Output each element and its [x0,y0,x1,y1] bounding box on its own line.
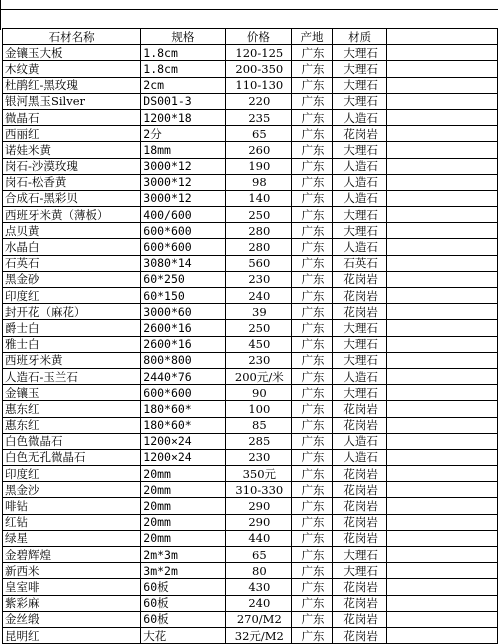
table-row [3,288,498,304]
table-row [3,320,498,336]
cell-origin[interactable]: 广东 [292,61,333,77]
cell-material[interactable]: 大理石 [332,320,387,336]
cell-spec[interactable]: 60板 [141,579,225,595]
cell-price[interactable]: 350元 [225,466,292,482]
cell-spec[interactable]: 600*600 [141,239,225,255]
cell-origin[interactable]: 广东 [292,482,333,498]
cell-name[interactable]: 惠东红 [3,417,141,433]
cell-origin[interactable]: 广东 [292,45,333,61]
cell-spec[interactable]: 3000*12 [141,174,225,190]
cell-empty[interactable] [387,288,498,304]
table-row [3,255,498,271]
cell-spec[interactable]: 180*60* [141,417,225,433]
cell-spec[interactable]: 60*250 [141,271,225,287]
cell-empty[interactable] [387,514,498,530]
table-row [3,45,498,61]
cell-name[interactable]: 绿星 [3,530,141,546]
cell-origin[interactable]: 广东 [292,401,333,417]
cell-spec[interactable]: 600*600 [141,223,225,239]
cell-empty[interactable] [387,498,498,514]
table-row [3,482,498,498]
cell-price[interactable]: 200-350 [225,61,292,77]
cell-price[interactable]: 32元/M2 [225,627,292,643]
cell-price[interactable]: 85 [225,417,292,433]
cell-price[interactable]: 80 [225,563,292,579]
cell-origin[interactable]: 广东 [292,563,333,579]
cell-material[interactable]: 大理石 [332,207,387,223]
cell-price[interactable]: 39 [225,304,292,320]
cell-price[interactable]: 98 [225,174,292,190]
cell-name[interactable]: 封开花（麻花） [3,304,141,320]
cell-name[interactable]: 印度红 [3,466,141,482]
cell-material[interactable]: 花岗岩 [332,530,387,546]
cell-name[interactable]: 人造石-玉兰石 [3,368,141,384]
cell-spec[interactable]: 大花 [141,627,225,643]
cell-material[interactable]: 人造石 [332,158,387,174]
cell-name[interactable]: 石英石 [3,255,141,271]
cell-price[interactable]: 310-330 [225,482,292,498]
cell-name[interactable]: 爵士白 [3,320,141,336]
cell-material[interactable]: 花岗岩 [332,417,387,433]
cell-price[interactable]: 450 [225,336,292,352]
table-row [3,77,498,93]
cell-name[interactable]: 西班牙米黄 [3,352,141,368]
cell-spec[interactable]: 18mm [141,142,225,158]
cell-origin[interactable]: 广东 [292,385,333,401]
header-cell-origin[interactable]: 产地 [292,29,333,45]
table-row [3,271,498,287]
cell-spec[interactable]: 20mm [141,514,225,530]
cell-material[interactable]: 花岗岩 [332,288,387,304]
table-row [3,352,498,368]
table-row [3,109,498,125]
cell-spec[interactable]: 2440*76 [141,368,225,384]
cell-price[interactable]: 240 [225,595,292,611]
cell-empty[interactable] [387,174,498,190]
cell-material[interactable]: 人造石 [332,174,387,190]
cell-name[interactable]: 白色无孔微晶石 [3,449,141,465]
table-row [3,547,498,563]
cell-origin[interactable]: 广东 [292,368,333,384]
cell-origin[interactable]: 广东 [292,498,333,514]
cell-price[interactable]: 280 [225,223,292,239]
cell-material[interactable]: 花岗岩 [332,611,387,627]
cell-empty[interactable] [387,142,498,158]
table-row [3,627,498,643]
cell-origin[interactable]: 广东 [292,142,333,158]
cell-price[interactable]: 65 [225,547,292,563]
cell-spec[interactable]: 3000*60 [141,304,225,320]
cell-spec[interactable]: 60板 [141,595,225,611]
cell-material[interactable]: 花岗岩 [332,579,387,595]
cell-origin[interactable]: 广东 [292,433,333,449]
cell-name[interactable]: 西班牙米黄（薄板） [3,207,141,223]
cell-origin[interactable]: 广东 [292,190,333,206]
cell-origin[interactable]: 广东 [292,449,333,465]
cell-spec[interactable]: 3000*12 [141,190,225,206]
cell-material[interactable]: 人造石 [332,109,387,125]
cell-spec[interactable]: 2600*16 [141,336,225,352]
cell-name[interactable]: 黑金沙 [3,482,141,498]
cell-origin[interactable]: 广东 [292,579,333,595]
cell-name[interactable]: 诺娃米黄 [3,142,141,158]
table-row [3,158,498,174]
cell-empty[interactable] [387,466,498,482]
cell-empty[interactable] [387,207,498,223]
cell-material[interactable]: 人造石 [332,433,387,449]
cell-price[interactable]: 110-130 [225,77,292,93]
cell-empty[interactable] [387,563,498,579]
cell-price[interactable]: 230 [225,449,292,465]
table-row [3,498,498,514]
cell-material[interactable]: 花岗岩 [332,514,387,530]
price-table [2,28,498,644]
cell-spec[interactable]: 1.8cm [141,61,225,77]
table-row [3,336,498,352]
cell-empty[interactable] [387,482,498,498]
cell-origin[interactable]: 广东 [292,595,333,611]
table-row [3,385,498,401]
cell-empty[interactable] [387,433,498,449]
cell-empty[interactable] [387,93,498,109]
cell-price[interactable]: 270/M2 [225,611,292,627]
cell-empty[interactable] [387,611,498,627]
cell-material[interactable]: 大理石 [332,142,387,158]
cell-price[interactable]: 120-125 [225,45,292,61]
cell-material[interactable]: 大理石 [332,336,387,352]
cell-spec[interactable]: 1.8cm [141,45,225,61]
cell-empty[interactable] [387,45,498,61]
cell-material[interactable]: 花岗岩 [332,595,387,611]
cell-name[interactable]: 啡钻 [3,498,141,514]
cell-material[interactable]: 大理石 [332,223,387,239]
cell-empty[interactable] [387,401,498,417]
cell-price[interactable]: 230 [225,271,292,287]
cell-empty[interactable] [387,223,498,239]
cell-empty[interactable] [387,352,498,368]
cell-price[interactable]: 140 [225,190,292,206]
cell-price[interactable]: 90 [225,385,292,401]
header-cell-price[interactable]: 价格 [225,29,292,45]
cell-material[interactable]: 花岗岩 [332,401,387,417]
cell-material[interactable]: 花岗岩 [332,482,387,498]
cell-empty[interactable] [387,109,498,125]
cell-spec[interactable]: 2分 [141,126,225,142]
cell-material[interactable]: 大理石 [332,352,387,368]
sheet-top-border [0,9,498,10]
cell-spec[interactable]: 400/600 [141,207,225,223]
cell-material[interactable]: 大理石 [332,61,387,77]
cell-spec[interactable]: DS001-3 [141,93,225,109]
cell-origin[interactable]: 广东 [292,466,333,482]
cell-spec[interactable]: 180*60* [141,401,225,417]
cell-price[interactable]: 240 [225,288,292,304]
cell-origin[interactable]: 广东 [292,547,333,563]
table-row [3,61,498,77]
cell-origin[interactable]: 广东 [292,109,333,125]
table-row [3,223,498,239]
cell-spec[interactable]: 60板 [141,611,225,627]
cell-material[interactable]: 大理石 [332,563,387,579]
cell-origin[interactable]: 广东 [292,352,333,368]
cell-material[interactable]: 大理石 [332,77,387,93]
cell-spec[interactable]: 1200*18 [141,109,225,125]
cell-empty[interactable] [387,449,498,465]
cell-price[interactable]: 200元/米 [225,368,292,384]
cell-name[interactable]: 惠东红 [3,401,141,417]
table-row [3,466,498,482]
cell-material[interactable]: 大理石 [332,93,387,109]
cell-name[interactable]: 金丝缎 [3,611,141,627]
table-row [3,239,498,255]
cell-empty[interactable] [387,77,498,93]
table-row [3,530,498,546]
cell-price[interactable]: 280 [225,239,292,255]
table-row [3,207,498,223]
cell-origin[interactable]: 广东 [292,207,333,223]
cell-price[interactable]: 100 [225,401,292,417]
cell-empty[interactable] [387,239,498,255]
cell-empty[interactable] [387,336,498,352]
cell-empty[interactable] [387,304,498,320]
cell-spec[interactable]: 2600*16 [141,320,225,336]
table-row [3,433,498,449]
cell-empty[interactable] [387,368,498,384]
cell-name[interactable]: 皇室啡 [3,579,141,595]
cell-price[interactable]: 250 [225,320,292,336]
cell-name[interactable]: 金镶玉 [3,385,141,401]
cell-name[interactable]: 西丽红 [3,126,141,142]
cell-origin[interactable]: 广东 [292,627,333,643]
table-row [3,611,498,627]
cell-empty[interactable] [387,579,498,595]
cell-empty[interactable] [387,530,498,546]
cell-origin[interactable]: 广东 [292,288,333,304]
cell-name[interactable]: 红钻 [3,514,141,530]
cell-name[interactable]: 白色微晶石 [3,433,141,449]
cell-spec[interactable]: 20mm [141,498,225,514]
cell-empty[interactable] [387,547,498,563]
table-row [3,190,498,206]
cell-spec[interactable]: 800*800 [141,352,225,368]
cell-name[interactable]: 黑金砂 [3,271,141,287]
cell-empty[interactable] [387,417,498,433]
table-row [3,595,498,611]
cell-price[interactable]: 430 [225,579,292,595]
cell-price[interactable]: 290 [225,514,292,530]
cell-origin[interactable]: 广东 [292,530,333,546]
cell-name[interactable]: 杜鹃红-黑玫瑰 [3,77,141,93]
cell-name[interactable]: 水晶白 [3,239,141,255]
cell-spec[interactable]: 2cm [141,77,225,93]
header-row [3,29,498,45]
cell-material[interactable]: 大理石 [332,45,387,61]
cell-empty[interactable] [387,627,498,643]
cell-empty[interactable] [387,255,498,271]
cell-name[interactable]: 金镶玉大板 [3,45,141,61]
table-row [3,563,498,579]
cell-name[interactable]: 新西米 [3,563,141,579]
table-row [3,449,498,465]
cell-material[interactable]: 花岗岩 [332,126,387,142]
cell-origin[interactable]: 广东 [292,223,333,239]
cell-origin[interactable]: 广东 [292,417,333,433]
cell-origin[interactable]: 广东 [292,336,333,352]
cell-material[interactable]: 石英石 [332,255,387,271]
table-row [3,174,498,190]
cell-origin[interactable]: 广东 [292,158,333,174]
header-cell-spec[interactable]: 规格 [141,29,225,45]
cell-spec[interactable]: 3m*2m [141,563,225,579]
header-cell-empty[interactable] [387,29,498,45]
cell-price[interactable]: 250 [225,207,292,223]
cell-material[interactable]: 大理石 [332,385,387,401]
cell-spec[interactable]: 20mm [141,530,225,546]
cell-price[interactable]: 220 [225,93,292,109]
cell-spec[interactable]: 20mm [141,466,225,482]
cell-name[interactable]: 合成石-黑彩贝 [3,190,141,206]
cell-price[interactable]: 560 [225,255,292,271]
cell-price[interactable]: 290 [225,498,292,514]
cell-origin[interactable]: 广东 [292,271,333,287]
cell-origin[interactable]: 广东 [292,174,333,190]
cell-empty[interactable] [387,320,498,336]
cell-origin[interactable]: 广东 [292,93,333,109]
cell-spec[interactable]: 60*150 [141,288,225,304]
cell-empty[interactable] [387,190,498,206]
cell-empty[interactable] [387,385,498,401]
cell-spec[interactable]: 2m*3m [141,547,225,563]
cell-material[interactable]: 花岗岩 [332,271,387,287]
cell-origin[interactable]: 广东 [292,514,333,530]
cell-material[interactable]: 人造石 [332,239,387,255]
cell-spec[interactable]: 600*600 [141,385,225,401]
table-row [3,304,498,320]
cell-price[interactable]: 235 [225,109,292,125]
cell-name[interactable]: 点贝黄 [3,223,141,239]
cell-material[interactable]: 大理石 [332,547,387,563]
header-cell-name[interactable]: 石材名称 [3,29,141,45]
cell-empty[interactable] [387,126,498,142]
cell-price[interactable]: 285 [225,433,292,449]
cell-name[interactable]: 岗石-沙漠玫瑰 [3,158,141,174]
cell-origin[interactable]: 广东 [292,320,333,336]
cell-material[interactable]: 花岗岩 [332,466,387,482]
table-row [3,514,498,530]
cell-spec[interactable]: 1200×24 [141,433,225,449]
cell-origin[interactable]: 广东 [292,611,333,627]
cell-name[interactable]: 微晶石 [3,109,141,125]
cell-spec[interactable]: 3000*12 [141,158,225,174]
cell-name[interactable]: 雅士白 [3,336,141,352]
cell-name[interactable]: 岗石-松香黄 [3,174,141,190]
sheet-left-border [0,0,1,30]
cell-spec[interactable]: 1200×24 [141,449,225,465]
table-row [3,368,498,384]
cell-material[interactable]: 花岗岩 [332,627,387,643]
cell-price[interactable]: 190 [225,158,292,174]
table-row [3,126,498,142]
cell-price[interactable]: 440 [225,530,292,546]
table-row [3,579,498,595]
cell-material[interactable]: 人造石 [332,190,387,206]
table-row [3,401,498,417]
cell-material[interactable]: 花岗岩 [332,304,387,320]
cell-empty[interactable] [387,158,498,174]
cell-name[interactable]: 昆明红 [3,627,141,643]
cell-origin[interactable]: 广东 [292,255,333,271]
cell-price[interactable]: 65 [225,126,292,142]
cell-name[interactable]: 紫彩麻 [3,595,141,611]
cell-origin[interactable]: 广东 [292,126,333,142]
cell-spec[interactable]: 3080*14 [141,255,225,271]
cell-material[interactable]: 人造石 [332,368,387,384]
table-row [3,142,498,158]
cell-price[interactable]: 230 [225,352,292,368]
cell-origin[interactable]: 广东 [292,239,333,255]
cell-empty[interactable] [387,61,498,77]
cell-name[interactable]: 木纹黄 [3,61,141,77]
table-row [3,93,498,109]
cell-spec[interactable]: 20mm [141,482,225,498]
cell-origin[interactable]: 广东 [292,77,333,93]
cell-price[interactable]: 260 [225,142,292,158]
header-cell-material[interactable]: 材质 [332,29,387,45]
table-row [3,417,498,433]
cell-empty[interactable] [387,595,498,611]
cell-material[interactable]: 花岗岩 [332,498,387,514]
cell-origin[interactable]: 广东 [292,304,333,320]
cell-name[interactable]: 银河黑玉Silver [3,93,141,109]
cell-material[interactable]: 人造石 [332,449,387,465]
cell-empty[interactable] [387,271,498,287]
cell-name[interactable]: 印度红 [3,288,141,304]
cell-name[interactable]: 金碧辉煌 [3,547,141,563]
